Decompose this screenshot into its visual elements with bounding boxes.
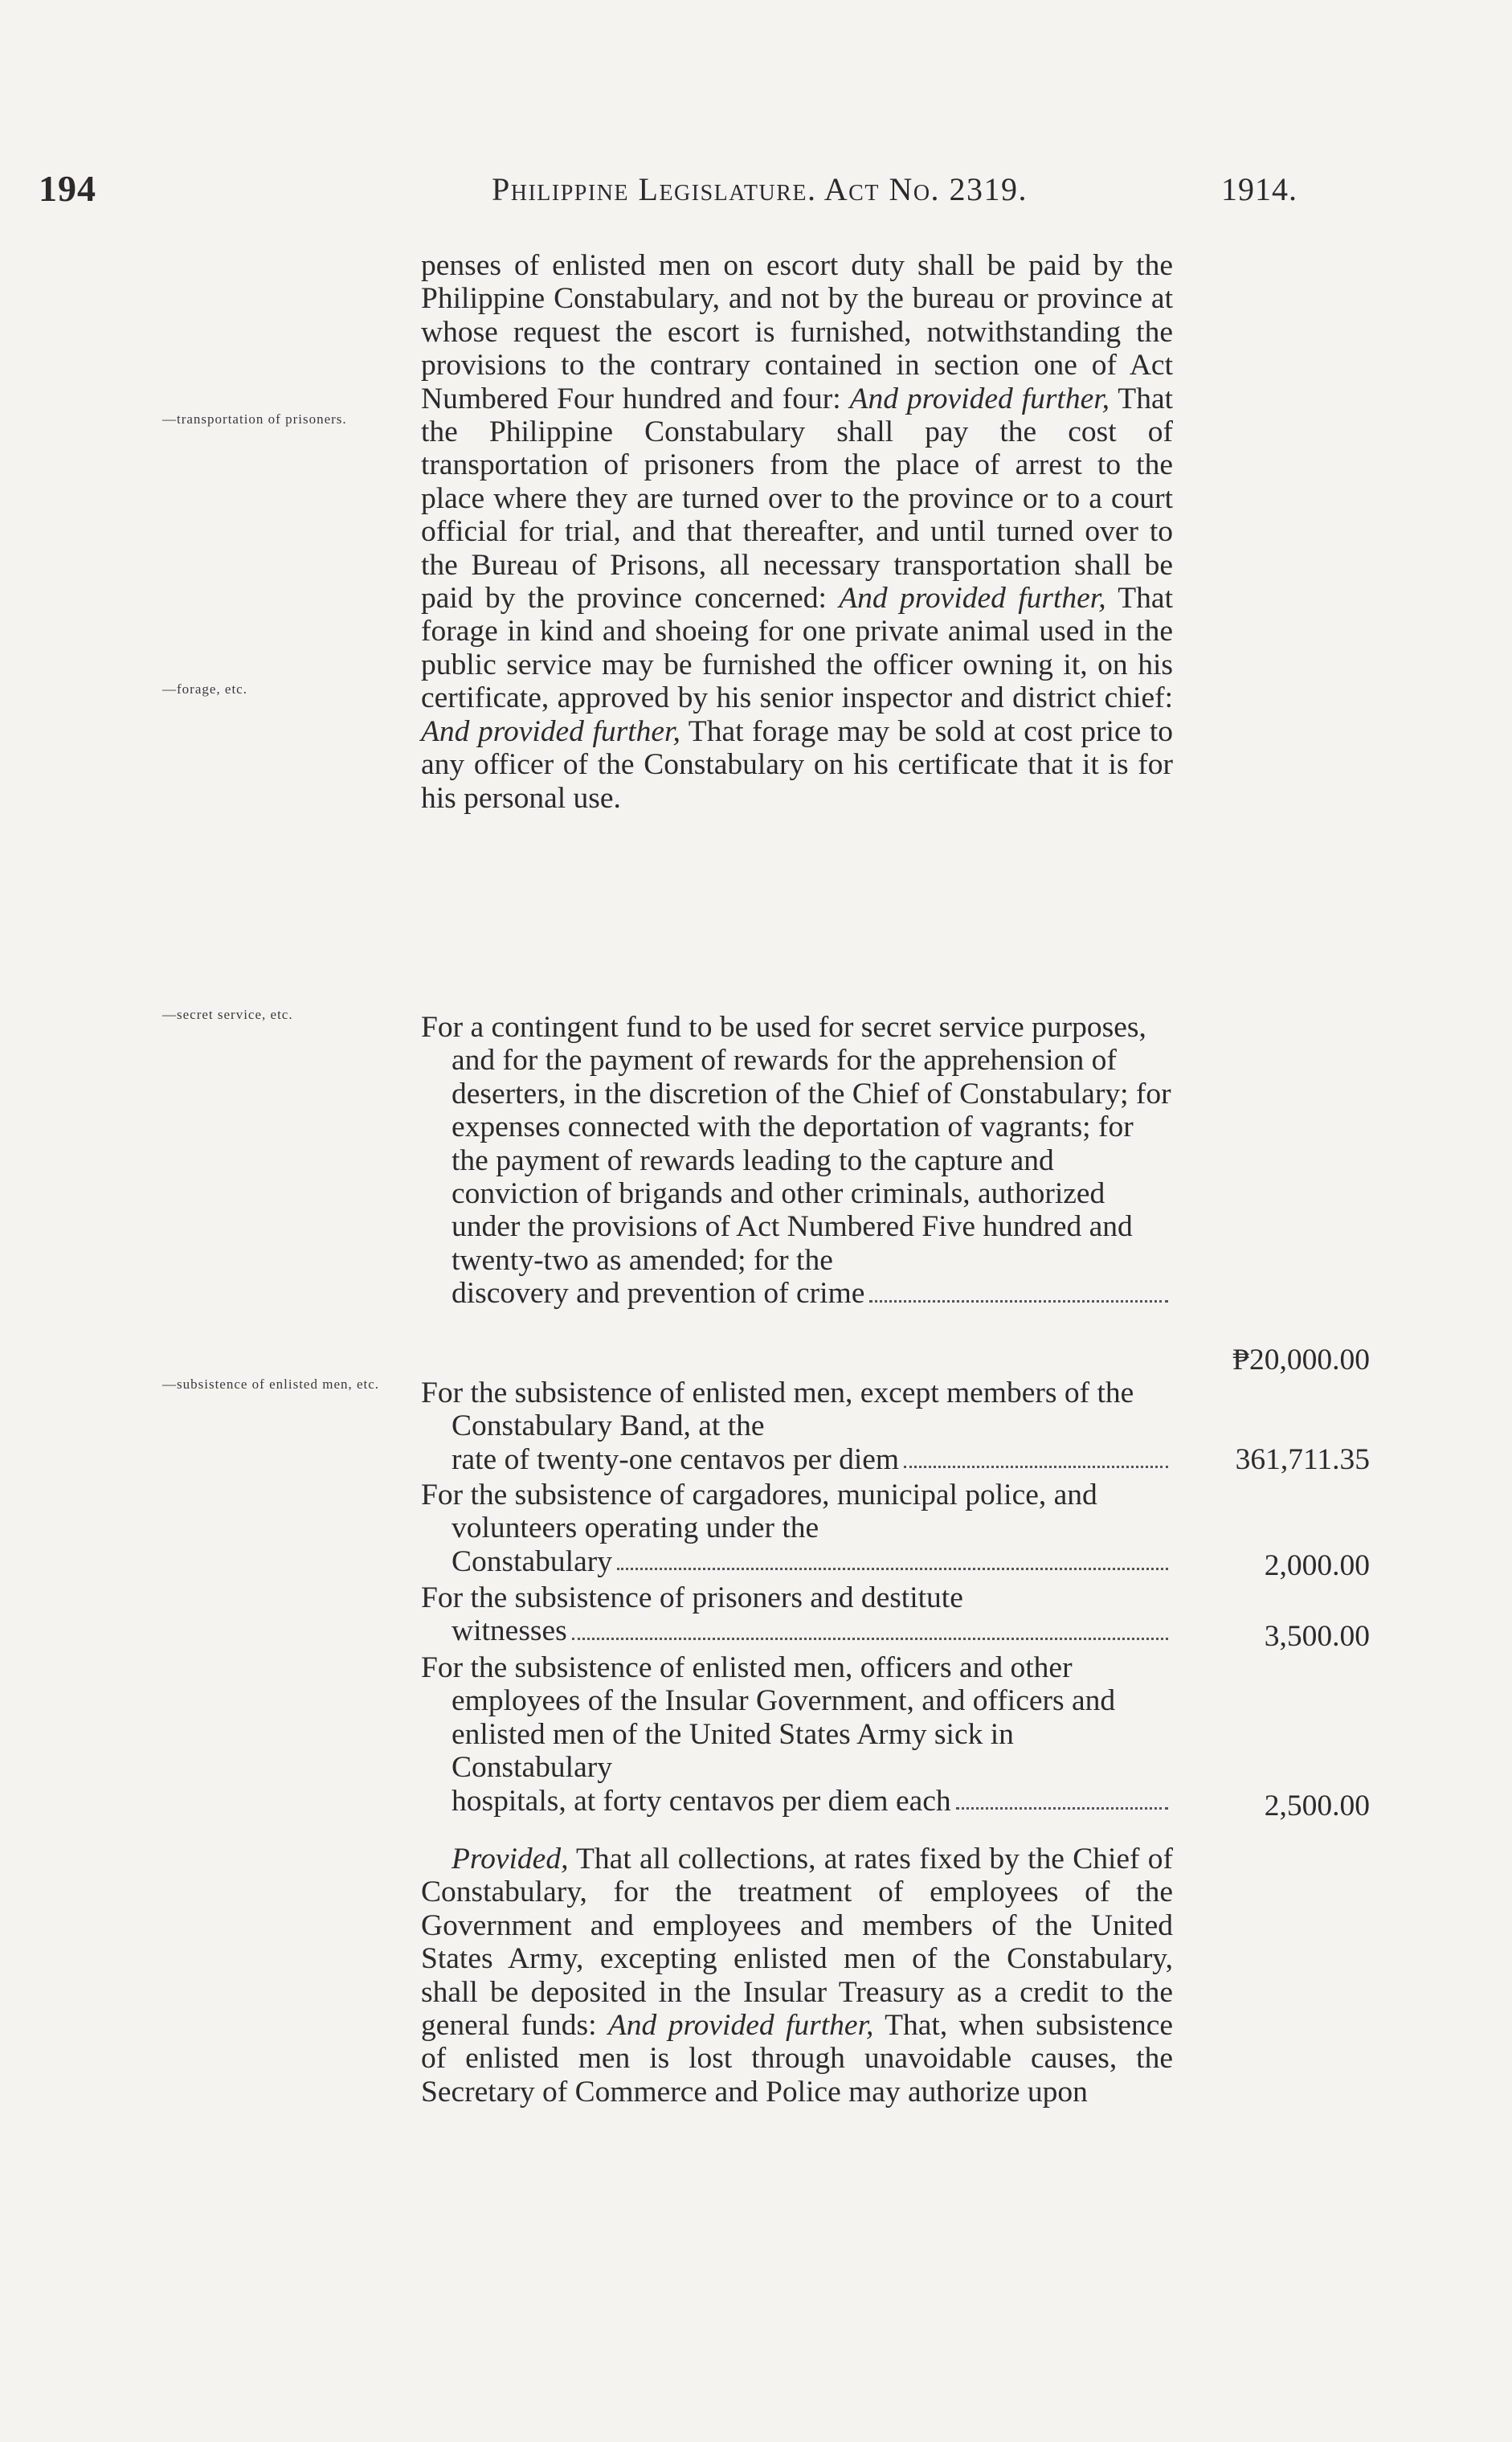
- text-run: That all collections, at rates fixed by the Chief of Constabulary, for the treatment of employees of the Government and employees and members of the United States Army, excepting enlisted men of the Constabulary, shall be deposited in the Insular Treasury as a credit to the general funds:: [421, 1843, 1173, 2043]
- leader-dots: [904, 1466, 1168, 1468]
- amount-subsistence-enlisted: 361,711.35: [1235, 1443, 1370, 1476]
- leader-dots: [617, 1568, 1168, 1570]
- paragraph-text: [421, 1843, 1173, 2109]
- proviso-italic: And provided further,: [839, 582, 1106, 616]
- item-last-text: witnesses: [452, 1614, 567, 1648]
- item-text: For the subsistence of prisoners and destitute: [421, 1581, 963, 1614]
- running-title: Philippine Legislature. Act No. 2319.: [492, 171, 1028, 207]
- item-last-line: [421, 1545, 1173, 1578]
- appropriation-item-subsistence-prisoners: [421, 1581, 1173, 1648]
- proviso-italic: And provided further,: [607, 2009, 874, 2043]
- text-run: That, when subsistence of enlisted men is lost through unavoidable causes, the Secretary of Commerce and Police may authorize upon: [421, 2009, 1174, 2109]
- amount-subsistence-cargadores: 2,000.00: [1264, 1549, 1370, 1582]
- item-last-line: [421, 1443, 1173, 1476]
- item-text: For a contingent fund to be used for secret service purposes, and for the payment of rewards for the apprehension of deserters, in the discretion of the Chief of Constabulary; for expenses connected with the deportation of vagrants; for the payment of rewards leading to the capture and conviction of brigands and other criminals, authorized under the provisions of Act Numbered Five hundred and twenty-two as amended; for the: [421, 1011, 1171, 1277]
- item-last-text: hospitals, at forty centavos per diem each: [452, 1784, 951, 1818]
- appropriation-item-subsistence-enlisted: [421, 1376, 1173, 1476]
- text-run: That forage in kind and shoeing for one private animal used in the public service may be furnished the officer owning it, on his certificate, approved by his senior inspector and district chief:: [421, 582, 1173, 715]
- item-last-line: [421, 1785, 1173, 1818]
- paragraph-collections-proviso: [421, 1843, 1173, 2109]
- leader-dots: [956, 1807, 1168, 1810]
- item-last-text: Constabulary: [452, 1544, 612, 1578]
- item-last-text: rate of twenty-one centavos per diem: [452, 1442, 900, 1476]
- proviso-italic: And provided further,: [849, 382, 1110, 415]
- margin-note-subsistence: —subsistence of enlisted men, etc.: [162, 1376, 380, 1392]
- appropriation-item-subsistence-cargadores: [421, 1479, 1173, 1578]
- item-last-line: [421, 1277, 1173, 1310]
- leader-dots: [869, 1300, 1168, 1303]
- item-text: For the subsistence of enlisted men, officers and other employees of the Insular Government, and officers and enlisted men of the United States Army sick in Constabulary: [421, 1651, 1116, 1785]
- margin-note-secret-service: —secret service, etc.: [162, 1007, 293, 1022]
- text-run: That forage may be sold at cost price to any officer of the Constabulary on his certificate that it is for his personal use.: [421, 714, 1174, 815]
- appropriation-item-secret-service: [421, 1011, 1173, 1311]
- leader-dots: [572, 1638, 1168, 1640]
- proviso-italic: Provided,: [452, 1843, 569, 1875]
- appropriation-item-subsistence-hospitals: [421, 1651, 1173, 1818]
- paragraph-escort-transportation-forage: [421, 249, 1173, 815]
- amount-subsistence-hospitals: 2,500.00: [1264, 1790, 1370, 1822]
- page-header: [0, 167, 1512, 223]
- item-text: For the subsistence of enlisted men, except members of the Constabulary Band, at the: [421, 1376, 1134, 1443]
- proviso-italic: And provided further,: [421, 714, 680, 748]
- amount-secret-service: ₱20,000.00: [1232, 1344, 1370, 1376]
- page-number: 194: [39, 168, 96, 209]
- margin-note-forage: —forage, etc.: [162, 681, 247, 697]
- text-run: penses of enlisted men on escort duty shall be paid by the Philippine Constabulary, and not by the bureau or province at whose request the escort is furnished, notwithstanding the provisions to the contrary contained in section one of Act Numbered Four hundred and four:: [421, 249, 1173, 415]
- item-last-line: [421, 1614, 1173, 1647]
- paragraph-text: [421, 249, 1173, 815]
- item-last-text: discovery and prevention of crime: [452, 1277, 865, 1311]
- item-text: For the subsistence of cargadores, municipal police, and volunteers operating under the: [421, 1479, 1097, 1545]
- running-year: 1914.: [1221, 171, 1297, 207]
- amount-subsistence-prisoners: 3,500.00: [1264, 1620, 1370, 1653]
- text-run: That the Philippine Constabulary shall pay the cost of transportation of prisoners from the place of arrest to the place where they are turned over to the province or to a court official for trial, and that thereafter, and until turned over to the Bureau of Prisons, all necessary transportation shall be paid by the province concerned:: [421, 382, 1174, 616]
- margin-note-transportation: —transportation of prisoners.: [162, 411, 347, 427]
